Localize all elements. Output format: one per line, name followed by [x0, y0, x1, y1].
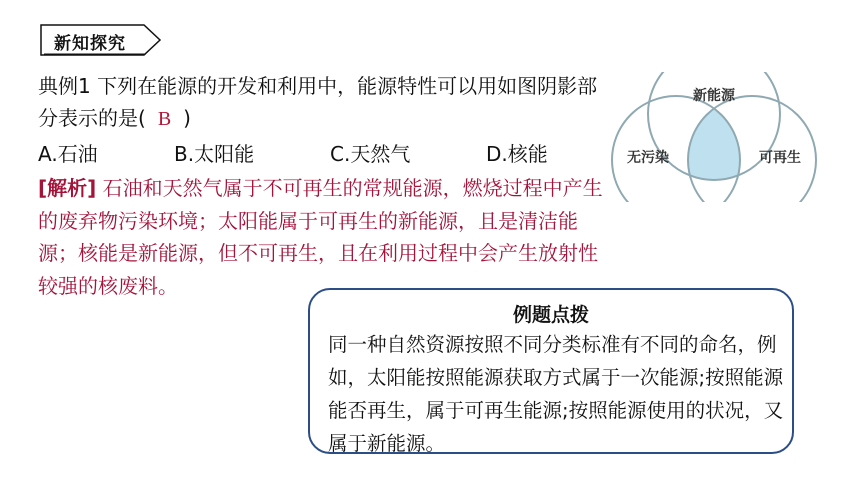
analysis-text: [38, 172, 608, 302]
analysis-tag: [解析]: [38, 176, 97, 200]
venn-label-right: 可再生: [759, 150, 801, 166]
section-tag: [40, 24, 160, 56]
option-b: B.太阳能: [174, 142, 255, 166]
question-text: [38, 70, 608, 135]
option-a: A.石油: [38, 142, 98, 166]
venn-shaded-region: [688, 96, 816, 202]
tip-box-title: 例题点拨: [512, 304, 589, 326]
tip-box-body: 同一种自然资源按照不同分类标准有不同的命名，例如，太阳能按照能源获取方式属于一次能源;按照能源能否再生，属于可再生能源;按照能源使用的状况，又属于新能源。: [328, 333, 784, 455]
section-tag-label: 新知探究: [54, 34, 126, 54]
tip-box: [308, 288, 794, 454]
venn-label-top: 新能源: [693, 88, 735, 104]
options-row: [38, 138, 598, 166]
option-c: C.天然气: [330, 142, 411, 166]
question-prefix: 典例1 下列在能源的开发和利用中，能源特性可以用如图阴影部分表示的是(: [38, 74, 598, 130]
question-suffix: ): [183, 106, 191, 130]
venn-diagram: [600, 72, 830, 202]
question-answer: B: [157, 108, 172, 130]
venn-label-left: 无污染: [627, 150, 669, 166]
option-d: D.核能: [486, 142, 548, 166]
analysis-body: 石油和天然气属于不可再生的常规能源，燃烧过程中产生的废弃物污染环境；太阳能属于可再生的新能源，且是清洁能源；核能是新能源，但不可再生，且在利用过程中会产生放射性较强的核废料。: [38, 176, 603, 298]
